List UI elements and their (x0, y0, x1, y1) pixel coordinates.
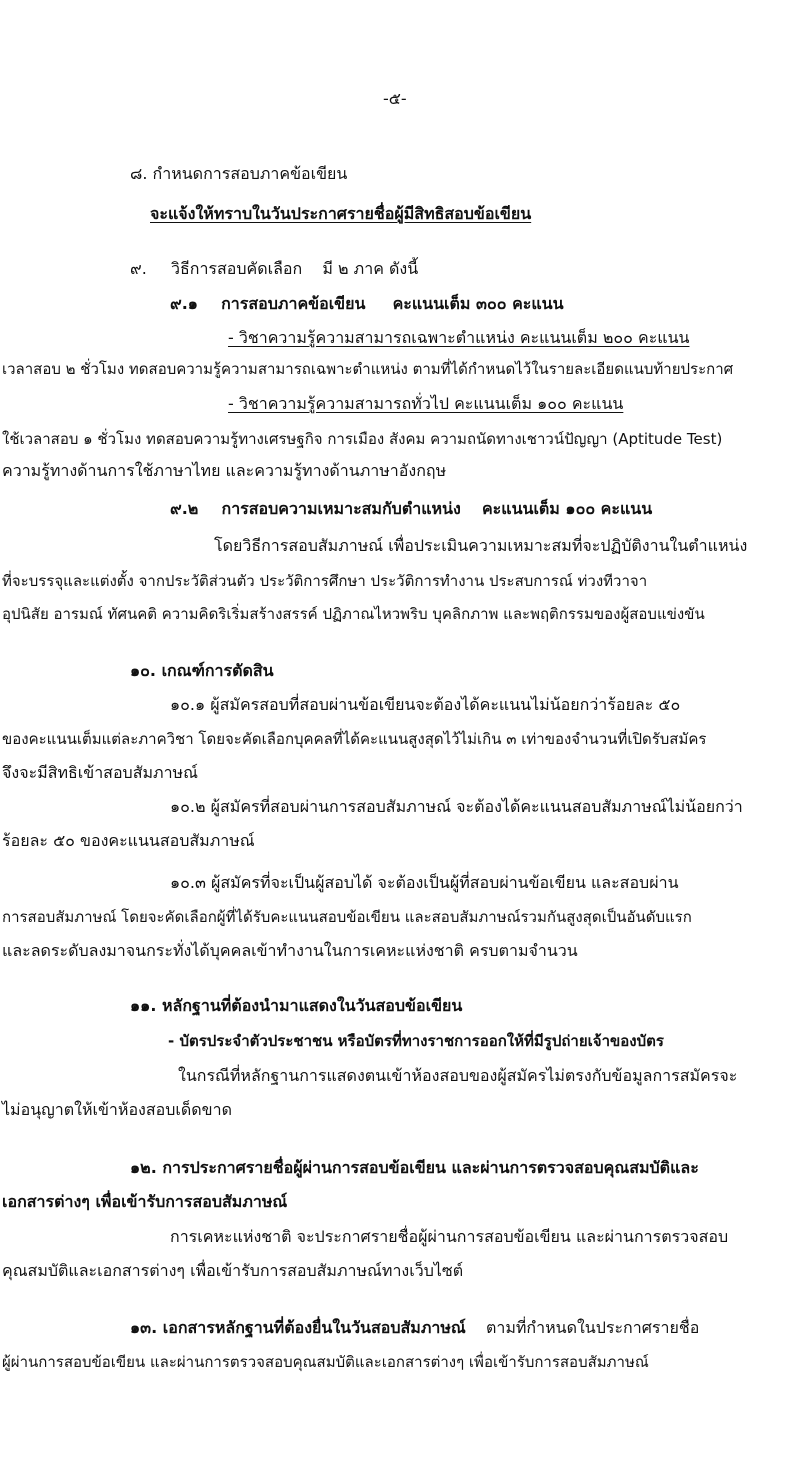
section-9-1-score: คะแนนเต็ม ๓๐๐ คะแนน (392, 294, 564, 313)
section-10-3-line-2: การสอบสัมภาษณ์ โดยจะคัดเลือกผู้ที่ได้รับคะแนนสอบข้อเขียน และสอบสัมภาษณ์รวมกันสูงสุดเป็นอันดับแรก (2, 908, 692, 926)
section-9-2-desc-3: อุปนิสัย อารมณ์ ทัศนคติ ความคิดริเริ่มสร้างสรรค์ ปฏิภาณไหวพริบ บุคลิกภาพ และพฤติกรรมของผู้สอบแข่งขัน (2, 605, 705, 623)
section-13-heading-tail: ตามที่กำหนดในประกาศรายชื่อ (485, 1318, 700, 1337)
section-8-heading: ๘. กำหนดการสอบภาคข้อเขียน (130, 164, 348, 183)
section-12-heading-1: ๑๒. การประกาศรายชื่อผู้ผ่านการสอบข้อเขียน และผ่านการตรวจสอบคุณสมบัติและ (130, 1158, 699, 1177)
section-9-2-title: การสอบความเหมาะสมกับตำแหน่ง (221, 499, 461, 518)
section-10-1-line-2: ของคะแนนเต็มแต่ละภาควิชา โดยจะคัดเลือกบุคคลที่ได้คะแนนสูงสุดไว้ไม่เกิน ๓ เท่าของจำนวนที่เปิดรับสมัคร (2, 730, 707, 748)
section-12-heading-2: เอกสารต่างๆ เพื่อเข้ารับการสอบสัมภาษณ์ (2, 1192, 288, 1211)
section-9-title: วิธีการสอบคัดเลือก (171, 259, 303, 278)
section-9-extra: มี ๒ ภาค ดังนี้ (322, 259, 419, 278)
section-10-heading: ๑๐. เกณฑ์การตัดสิน (130, 661, 274, 680)
section-9-2-number: ๙.๒ (170, 499, 199, 518)
subject-specific-line: - วิชาความรู้ความสามารถเฉพาะตำแหน่ง คะแนนเต็ม ๒๐๐ คะแนน (228, 328, 690, 347)
page-number: -๕- (383, 89, 407, 108)
section-9-2-desc-2: ที่จะบรรจุและแต่งตั้ง จากประวัติส่วนตัว ประวัติการศึกษา ประวัติการทำงาน ประสบการณ์ ท่วงทีวาจา (2, 572, 648, 590)
section-10-2-line-2: ร้อยละ ๕๐ ของคะแนนสอบสัมภาษณ์ (2, 831, 255, 850)
section-9-2-score: คะแนนเต็ม ๑๐๐ คะแนน (481, 499, 653, 518)
subject-general-line: - วิชาความรู้ความสามารถทั่วไป คะแนนเต็ม ๑๐๐ คะแนน (228, 394, 624, 413)
section-12-para-2: คุณสมบัติและเอกสารต่างๆ เพื่อเข้ารับการสอบสัมภาษณ์ทางเว็บไซต์ (2, 1261, 464, 1280)
section-11-note-1: ในกรณีที่หลักฐานการแสดงตนเข้าห้องสอบของผู้สมัครไม่ตรงกับข้อมูลการสมัครจะ (178, 1066, 738, 1085)
section-9-1-title: การสอบภาคข้อเขียน (221, 294, 366, 313)
section-11-item: - บัตรประจำตัวประชาชน หรือบัตรที่ทางราชการออกให้ที่มีรูปถ่ายเจ้าของบัตร (168, 1032, 664, 1050)
section-11-heading: ๑๑. หลักฐานที่ต้องนำมาแสดงในวันสอบข้อเขียน (130, 996, 463, 1015)
subject-specific-desc: เวลาสอบ ๒ ชั่วโมง ทดสอบความรู้ความสามารถเฉพาะตำแหน่ง ตามที่ได้กำหนดไว้ในรายละเอียดแนบท้ายประกาศ (2, 360, 734, 378)
section-13-heading: ๑๓. เอกสารหลักฐานที่ต้องยื่นในวันสอบสัมภาษณ์ (130, 1318, 466, 1337)
section-9-2-desc-1: โดยวิธีการสอบสัมภาษณ์ เพื่อประเมินความเหมาะสมที่จะปฏิบัติงานในตำแหน่ง (214, 536, 748, 555)
section-11-note-2: ไม่อนุญาตให้เข้าห้องสอบเด็ดขาด (2, 1100, 232, 1119)
section-10-1-line-1: ๑๐.๑ ผู้สมัครสอบที่สอบผ่านข้อเขียนจะต้องได้คะแนนไม่น้อยกว่าร้อยละ ๕๐ (170, 695, 681, 714)
section-12-para-1: การเคหะแห่งชาติ จะประกาศรายชื่อผู้ผ่านการสอบข้อเขียน และผ่านการตรวจสอบ (170, 1227, 729, 1246)
section-9-2-heading (170, 498, 652, 520)
section-9-number: ๙. (130, 259, 147, 278)
section-13-line-1 (130, 1317, 699, 1339)
section-10-2-line-1: ๑๐.๒ ผู้สมัครที่สอบผ่านการสอบสัมภาษณ์ จะต้องได้คะแนนสอบสัมภาษณ์ไม่น้อยกว่า (170, 797, 743, 816)
section-10-1-line-3: จึงจะมีสิทธิเข้าสอบสัมภาษณ์ (2, 763, 198, 782)
section-9-1-heading (170, 293, 564, 315)
section-10-3-line-3: และลดระดับลงมาจนกระทั่งได้บุคคลเข้าทำงานในการเคหะแห่งชาติ ครบตามจำนวน (2, 941, 578, 960)
section-8-notice: จะแจ้งให้ทราบในวันประกาศรายชื่อผู้มีสิทธิสอบข้อเขียน (150, 204, 532, 223)
subject-general-desc-2: ความรู้ทางด้านการใช้ภาษาไทย และความรู้ทางด้านภาษาอังกฤษ (2, 461, 447, 480)
section-9-1-number: ๙.๑ (170, 294, 198, 313)
section-13-para: ผู้ผ่านการสอบข้อเขียน และผ่านการตรวจสอบคุณสมบัติและเอกสารต่างๆ เพื่อเข้ารับการสอบสัมภาษณ์ (2, 1353, 649, 1371)
subject-general-desc-1: ใช้เวลาสอบ ๑ ชั่วโมง ทดสอบความรู้ทางเศรษฐกิจ การเมือง สังคม ความถนัดทางเชาวน์ปัญญา (Aptitude Test) (2, 430, 723, 448)
section-9-heading (130, 258, 418, 280)
section-10-3-line-1: ๑๐.๓ ผู้สมัครที่จะเป็นผู้สอบได้ จะต้องเป็นผู้ที่สอบผ่านข้อเขียน และสอบผ่าน (170, 873, 679, 892)
